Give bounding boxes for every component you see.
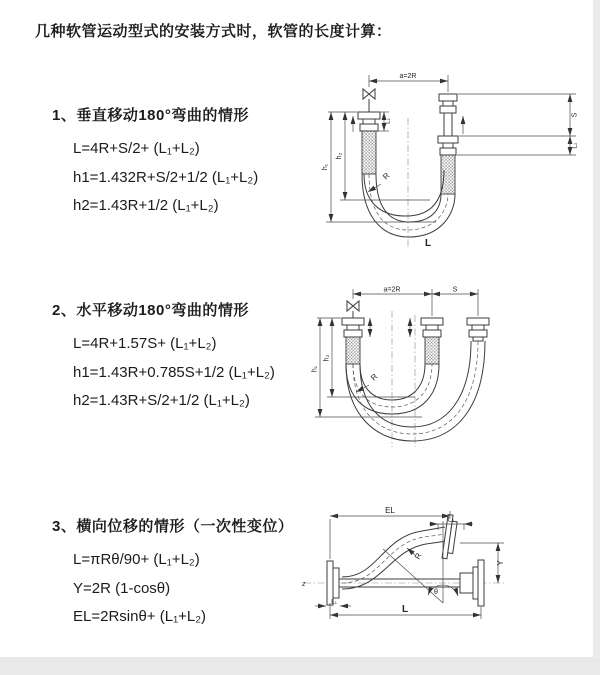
hose-braid [362, 131, 376, 174]
left-fitting [342, 318, 364, 364]
dimension-a2r [353, 287, 478, 317]
dimension-a2r [369, 73, 448, 92]
dimension-h [312, 318, 423, 417]
dimension-l1 [315, 599, 351, 607]
right-fitting-lower [438, 136, 458, 194]
middle-fitting [421, 318, 443, 364]
page-title: 几种软管运动型式的安装方式时，软管的长度计算： [35, 23, 392, 40]
hose-braid [425, 337, 439, 364]
dim-label-l2: L₂ [571, 142, 579, 149]
dim-label-y: Y [496, 560, 505, 566]
formula-y: Y=2R (1-cosθ) [73, 579, 171, 597]
diagram-vertical-u-bend [318, 70, 586, 252]
section-horizontal-movement [52, 299, 275, 416]
dim-label-l2: L₂ [447, 516, 455, 524]
dim-label-r: R [381, 170, 392, 182]
formula-h2: h2=1.43R+1/2 (L₁+L₂) [73, 197, 219, 214]
section-lateral-displacement [52, 515, 293, 632]
dim-label-r: R [369, 371, 380, 383]
right-fitting-upper [439, 94, 457, 136]
dim-label-a2r: a=2R [399, 73, 417, 80]
dim-label-el: EL [385, 506, 395, 515]
right-fitting [460, 560, 484, 606]
valve-icon [347, 301, 359, 318]
formula-el: EL=2Rsinθ+ (L₁+L₂) [73, 608, 207, 625]
axis-break-mark: z [302, 581, 306, 588]
left-fitting [358, 112, 380, 174]
dim-label-h1: h₁ [311, 365, 319, 373]
dim-label-theta: θ [434, 589, 438, 596]
dim-label-r: R [412, 551, 424, 561]
dim-label-s: S [571, 112, 579, 118]
dim-label-l1: L₁ [331, 598, 337, 606]
radius-callout [356, 372, 380, 392]
section-1-heading: 1、垂直移动180°弯曲的情形 [52, 107, 249, 124]
dim-label-h1: h₁ [322, 163, 329, 171]
formula-length: L=πRθ/90+ (L₁+L₂) [73, 551, 200, 568]
dimension-l [330, 603, 481, 619]
dimension-el [330, 506, 450, 559]
dim-label-h2: h₂ [336, 152, 343, 160]
formula-length: L=4R+S/2+ (L₁+L₂) [73, 140, 200, 157]
dim-label-l-total: L [424, 238, 432, 249]
dim-label-l-total: L [401, 604, 409, 615]
formula-h2: h2=1.43R+S/2+1/2 (L₁+L₂) [73, 392, 250, 409]
formula-h1: h1=1.432R+S/2+1/2 (L₁+L₂) [73, 168, 259, 186]
dim-label-a2r: a=2R [383, 286, 401, 294]
page-edge-bottom [0, 657, 600, 675]
section-3-heading: 3、横向位移的情形（一次性变位） [52, 518, 294, 535]
section-vertical-movement [52, 104, 258, 221]
formula-length: L=4R+1.57S+ (L₁+L₂) [73, 335, 217, 352]
dimension-s [457, 94, 579, 155]
hose-braid [346, 337, 360, 364]
page-edge-right [593, 0, 600, 675]
hose-braid [441, 155, 455, 194]
formula-h1: h1=1.43R+0.785S+1/2 (L₁+L₂) [73, 363, 275, 381]
dim-label-h2: h₂ [323, 354, 331, 362]
dim-label-s: S [452, 286, 458, 294]
diagram-lateral-displacement [298, 503, 592, 651]
dim-label-l1: L₁ [384, 118, 392, 124]
right-fitting-displaced [467, 318, 489, 341]
diagram-horizontal-u-bend [310, 285, 592, 457]
hose-s-curve [342, 527, 447, 589]
radius-callout [407, 548, 424, 561]
section-2-heading: 2、水平移动180°弯曲的情形 [52, 302, 249, 319]
valve-icon [363, 89, 375, 112]
dimension-h [322, 112, 436, 222]
